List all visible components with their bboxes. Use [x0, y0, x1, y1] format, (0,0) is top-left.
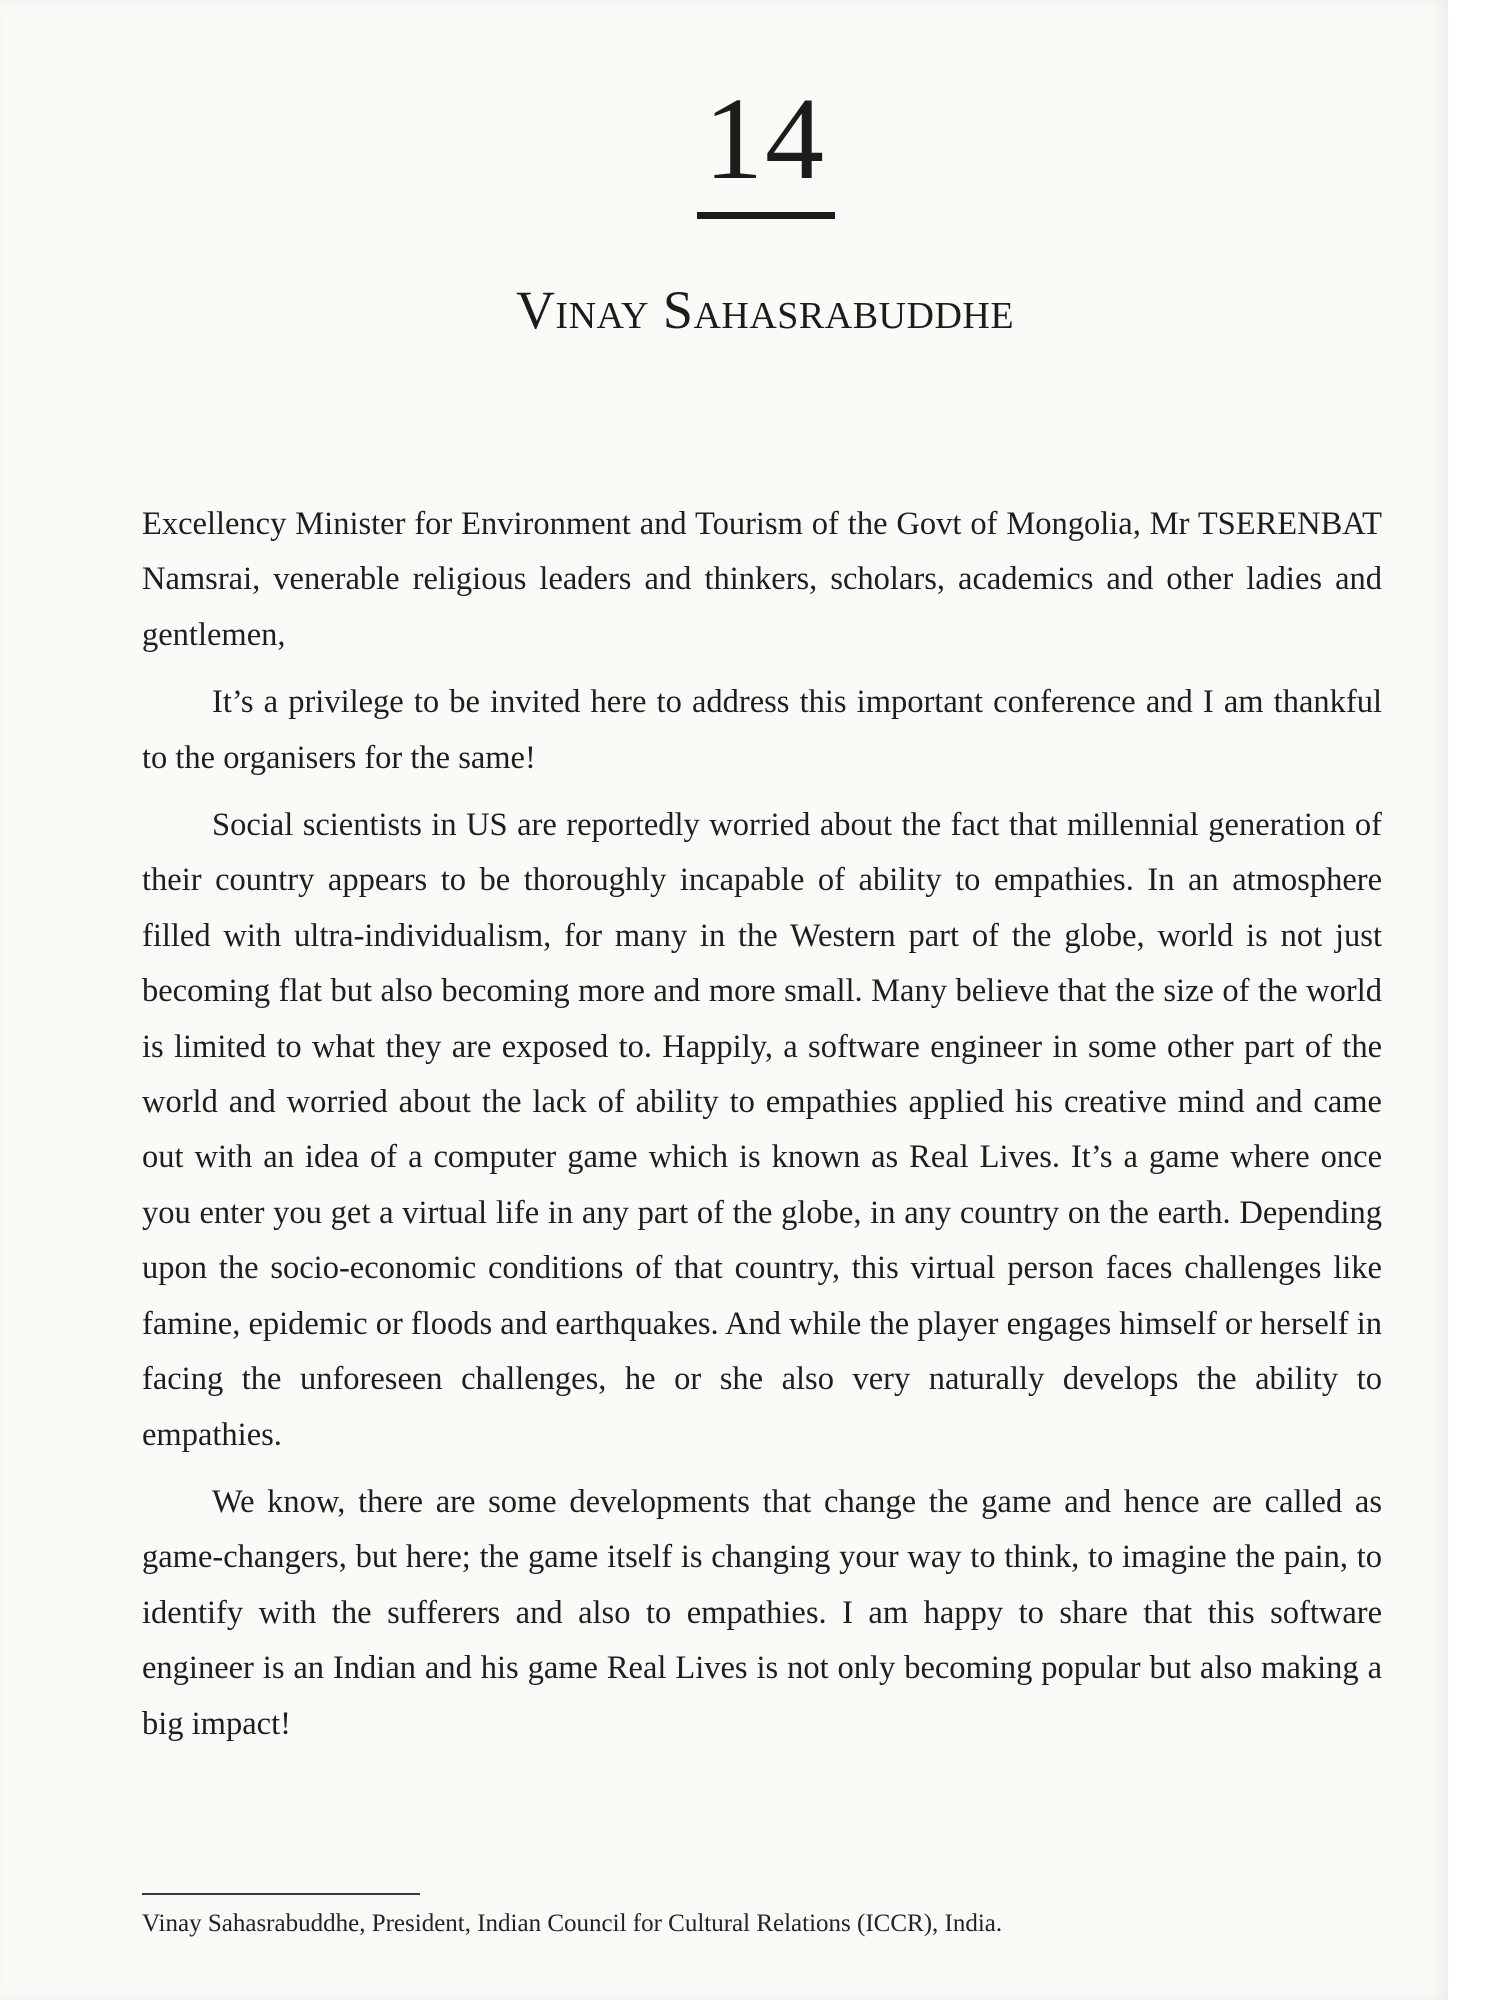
- paragraph-salutation: Excellency Minister for Environment and Tourism of the Govt of Mongolia, Mr TSERENBAT Namsrai, venerable religious leaders and thinkers, scholars, academics and other ladies and gentlemen,: [142, 506, 1382, 653]
- chapter-number: 14: [704, 73, 826, 204]
- paragraph-empathy-game: Social scientists in US are reportedly worried about the fact that millennial generation of their country appears to be thoroughly incapable of ability to empathies. In an atmosphere filled with ultra-individualism, for many in the Western part of the globe, world is not just becoming flat but also becoming more and more small. Many believe that the size of the world is limited to what they are exposed to. Happily, a software engineer in some other part of the world and worried about the lack of ability to empathies applied his creative mind and came out with an idea of a computer game which is known as Real Lives. It’s a game where once you enter you get a virtual life in any part of the globe, in any country on the earth. Depending upon the socio-economic conditions of that country, this virtual person faces challenges like famine, epidemic or floods and earthquakes. And while the player engages himself or herself in facing the unforeseen challenges, he or she also very naturally develops the ability to empathies.: [142, 807, 1383, 1453]
- footnote: Vinay Sahasrabuddhe, President, Indian Council for Cultural Relations (ICCR), India.: [142, 1910, 1003, 1937]
- footnote-divider: [142, 1893, 420, 1895]
- chapter-divider: [697, 212, 835, 219]
- chapter-body: [142, 497, 1382, 1764]
- paragraph-game-changer: We know, there are some developments that change the game and hence are called as game-changers, but here; the game itself is changing your way to think, to imagine the pain, to identify with the sufferers and also to empathies. I am happy to share that this software engineer is an Indian and his game Real Lives is not only becoming popular but also making a big impact!: [142, 1483, 1382, 1742]
- chapter-author-heading: Vinay Sahasrabuddhe: [515, 280, 1015, 340]
- paragraph-privilege: It’s a privilege to be invited here to address this important conference and I am thankful to the organisers for the same!: [142, 684, 1382, 776]
